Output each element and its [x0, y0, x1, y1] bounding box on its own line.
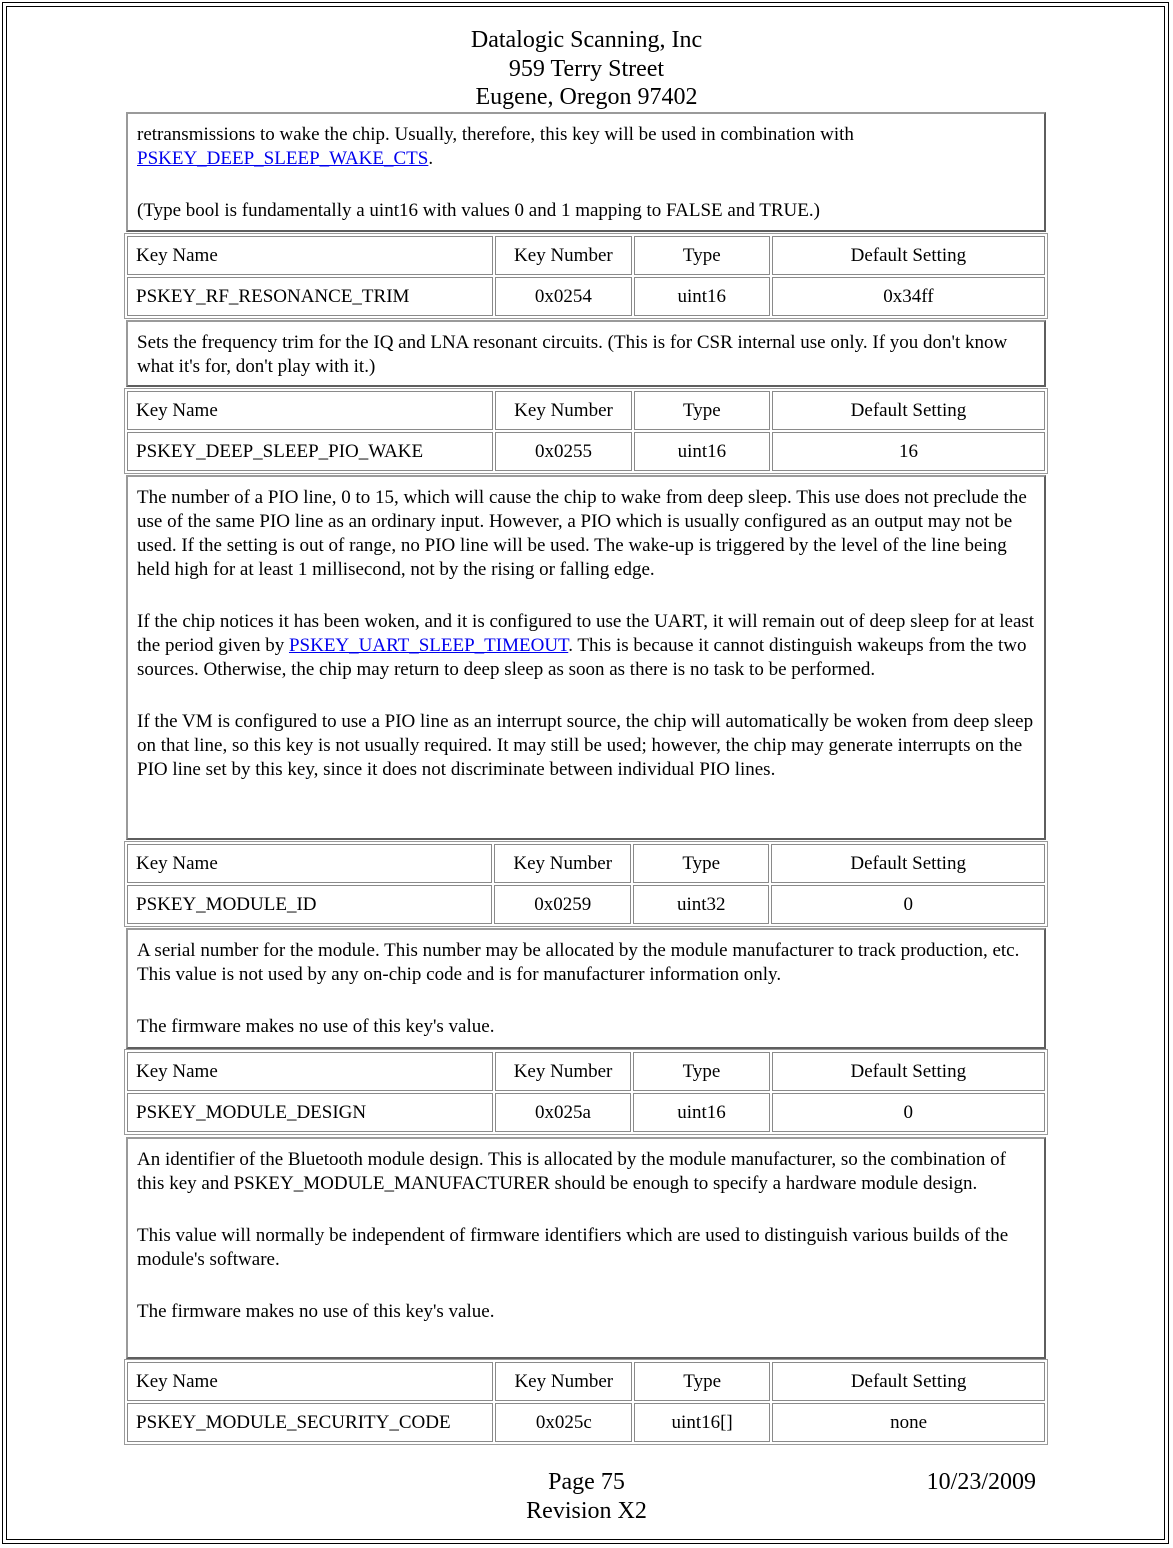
- key-description-module-design: An identifier of the Bluetooth module design. This is allocated by the module manufacturer, so the combination of this key and PSKEY_MODULE_MANUFACTURER should be enough to specify a hardware module design. This value will normally be independent of firmware identifiers which are used to distinguish various builds of the module's software. The firmware makes no use of this key's value.: [126, 1137, 1046, 1359]
- key-name-value: PSKEY_MODULE_DESIGN: [127, 1093, 493, 1132]
- key-table-module-id: [126, 841, 1046, 927]
- header-type: Type: [634, 391, 770, 430]
- table-header-row: [127, 844, 1045, 883]
- header-default-setting: Default Setting: [771, 844, 1045, 883]
- table-header-row: [127, 391, 1045, 430]
- header-key-number: Key Number: [495, 1052, 632, 1091]
- key-default-value: 0: [771, 885, 1045, 924]
- key-type-value: uint16[]: [634, 1403, 770, 1442]
- table-row: [127, 1093, 1045, 1132]
- company-name: Datalogic Scanning, Inc: [470, 27, 703, 53]
- key-name-value: PSKEY_MODULE_ID: [127, 885, 492, 924]
- header-key-name: Key Name: [127, 844, 492, 883]
- table-row: [127, 885, 1045, 924]
- footer-date: 10/23/2009: [926, 1469, 1036, 1495]
- key-type-value: uint16: [634, 432, 770, 471]
- intro-description: [126, 112, 1046, 232]
- company-city: Eugene, Oregon 97402: [475, 84, 698, 110]
- header-key-name: Key Name: [127, 1362, 493, 1401]
- key-table-deep-sleep-pio-wake: [126, 388, 1046, 474]
- key-name-value: PSKEY_DEEP_SLEEP_PIO_WAKE: [127, 432, 493, 471]
- table-row: [127, 1403, 1045, 1442]
- key-default-value: 0: [772, 1093, 1045, 1132]
- header-type: Type: [633, 844, 769, 883]
- header-default-setting: Default Setting: [772, 236, 1045, 275]
- key-number-value: 0x0255: [495, 432, 632, 471]
- key-type-value: uint32: [633, 885, 769, 924]
- key-number-value: 0x025a: [495, 1093, 632, 1132]
- table-header-row: [127, 236, 1045, 275]
- intro-type-note: (Type bool is fundamentally a uint16 with values 0 and 1 mapping to FALSE and TRUE.): [137, 200, 820, 221]
- key-name-value: PSKEY_MODULE_SECURITY_CODE: [127, 1403, 493, 1442]
- table-row: [127, 277, 1045, 316]
- key-number-value: 0x0259: [494, 885, 631, 924]
- company-street: 959 Terry Street: [508, 55, 665, 82]
- header-default-setting: Default Setting: [772, 391, 1045, 430]
- header-key-name: Key Name: [127, 391, 493, 430]
- key-type-value: uint16: [633, 1093, 769, 1132]
- key-name-value: PSKEY_RF_RESONANCE_TRIM: [127, 277, 493, 316]
- key-description-rf-resonance-trim: Sets the frequency trim for the IQ and LNA resonant circuits. (This is for CSR internal use only. If you don't know what it's for, don't play with it.): [126, 320, 1046, 387]
- key-default-value: 16: [772, 432, 1045, 471]
- header-type: Type: [634, 1362, 770, 1401]
- key-description-module-id: A serial number for the module. This number may be allocated by the module manufacturer to track production, etc. This value is not used by any on-chip code and is for manufacturer information only. The firmware makes no use of this key's value.: [126, 928, 1046, 1049]
- key-table-rf-resonance-trim: [126, 233, 1046, 319]
- header-type: Type: [633, 1052, 769, 1091]
- header-key-number: Key Number: [495, 1362, 632, 1401]
- key-table-module-design: [126, 1049, 1046, 1135]
- key-table-module-security-code: [126, 1359, 1046, 1445]
- page-header: [0, 26, 1173, 112]
- header-default-setting: Default Setting: [772, 1362, 1045, 1401]
- header-key-name: Key Name: [127, 1052, 493, 1091]
- key-number-value: 0x0254: [495, 277, 632, 316]
- header-default-setting: Default Setting: [772, 1052, 1045, 1091]
- header-key-number: Key Number: [494, 844, 631, 883]
- page-number: Page 75: [548, 1469, 625, 1495]
- intro-paragraph: retransmissions to wake the chip. Usually, therefore, this key will be used in combination with PSKEY_DEEP_SLEEP_WAKE_CTS.: [137, 124, 854, 169]
- key-default-value: 0x34ff: [772, 277, 1045, 316]
- pskey-deep-sleep-wake-cts-link[interactable]: PSKEY_DEEP_SLEEP_WAKE_CTS: [137, 148, 429, 169]
- revision-label: Revision X2: [526, 1498, 647, 1524]
- pskey-uart-sleep-timeout-link[interactable]: PSKEY_UART_SLEEP_TIMEOUT: [288, 635, 569, 656]
- header-type: Type: [634, 236, 770, 275]
- key-type-value: uint16: [634, 277, 770, 316]
- key-description-deep-sleep-pio-wake: The number of a PIO line, 0 to 15, which will cause the chip to wake from deep sleep. This use does not preclude the use of the same PIO line as an ordinary input. However, a PIO which is usually configured as an output may not be used. If the setting is out of range, no PIO line will be used. The wake-up is triggered by the level of the line being held high for at least 1 millisecond, not by the rising or falling edge. If the chip notices it has been woken, and it is configured to use the UART, it will remain out of deep sleep for at least the period given by PSKEY_UART_SLEEP_TIMEOUT. This is because it cannot distinguish wakeups from the two sources. Otherwise, the chip may return to deep sleep as soon as there is no task to be performed. If the VM is configured to use a PIO line as an interrupt source, the chip will automatically be woken from deep sleep on that line, so this key is not usually required. It may still be used; however, the chip may generate interrupts on the PIO line set by this key, since it does not discriminate between individual PIO lines.: [126, 475, 1046, 840]
- key-number-value: 0x025c: [495, 1403, 632, 1442]
- header-key-name: Key Name: [127, 236, 493, 275]
- table-row: [127, 432, 1045, 471]
- table-header-row: [127, 1052, 1045, 1091]
- header-key-number: Key Number: [495, 236, 632, 275]
- header-key-number: Key Number: [495, 391, 632, 430]
- key-default-value: none: [772, 1403, 1045, 1442]
- table-header-row: [127, 1362, 1045, 1401]
